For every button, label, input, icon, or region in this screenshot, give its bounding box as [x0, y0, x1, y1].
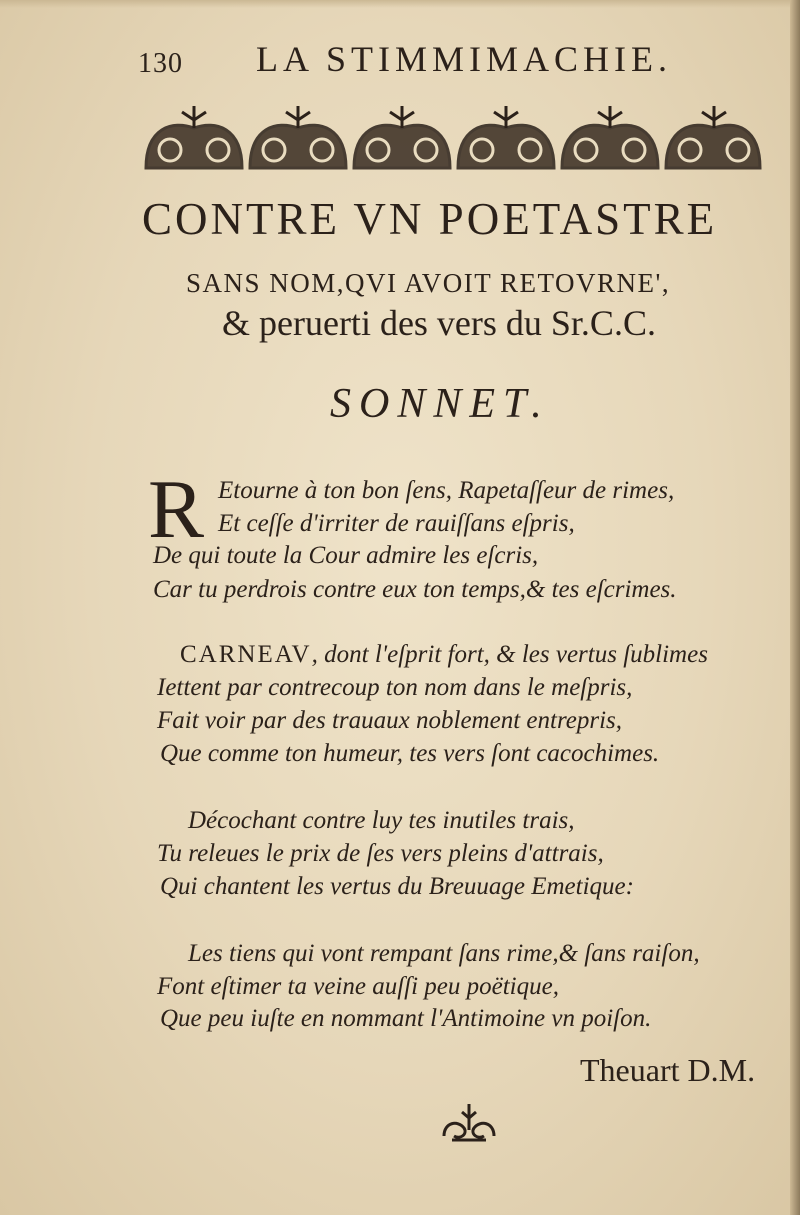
drop-cap: R — [148, 463, 205, 556]
verse-line: Et ceſſe d'irriter de rauiſſans eſpris, — [218, 510, 575, 537]
verse-line: De qui toute la Cour admire les eſcris, — [153, 542, 539, 569]
verse-line: Que comme ton humeur, tes vers ſont cacochimes. — [160, 740, 660, 767]
verse-line: Qui chantent les vertus du Breuuage Emetique: — [160, 873, 634, 900]
verse-line — [180, 642, 708, 667]
verse-line: Tu releues le prix de ſes vers pleins d'attrais, — [157, 840, 604, 867]
page-gutter — [790, 0, 800, 1215]
verse-line: Car tu perdrois contre eux ton temps,& tes eſcrimes. — [153, 576, 677, 603]
ornament-unit-1 — [146, 106, 242, 168]
tailpiece-ornament — [438, 1100, 500, 1146]
verse-line-text: , dont l'eſprit fort, & les vertus ſublimes — [311, 641, 708, 668]
heading-line-2: SANS NOM,QVI AVOIT RETOVRNE', — [186, 268, 671, 298]
running-title: LA STIMMIMACHIE. — [256, 39, 673, 79]
sonnet-title: SONNET. — [330, 381, 550, 427]
ornamental-headpiece — [142, 98, 764, 174]
verse-line: Font eſtimer ta veine auſſi peu poëtique, — [157, 973, 559, 1000]
page-top-edge — [0, 0, 800, 8]
heading-line-3: & peruerti des vers du Sr.C.C. — [222, 303, 656, 343]
page-number: 130 — [138, 48, 183, 79]
verse-line: Iettent par contrecoup ton nom dans le meſpris, — [157, 674, 633, 701]
verse-line: Les tiens qui vont rempant ſans rime,& ſans raiſon, — [188, 940, 700, 967]
verse-line: Que peu iuſte en nommant l'Antimoine vn poiſon. — [160, 1005, 652, 1032]
verse-line: Etourne à ton bon ſens, Rapetaſſeur de rimes, — [218, 477, 675, 504]
author-signature: Theuart D.M. — [580, 1052, 756, 1088]
heading-line-1: CONTRE VN POETASTRE — [142, 194, 718, 244]
verse-lead-name: CARNEAV — [180, 641, 312, 668]
running-header — [138, 38, 698, 78]
verse-line: Fait voir par des trauaux noblement entrepris, — [157, 707, 622, 734]
verse-line: Décochant contre luy tes inutiles trais, — [188, 807, 575, 834]
